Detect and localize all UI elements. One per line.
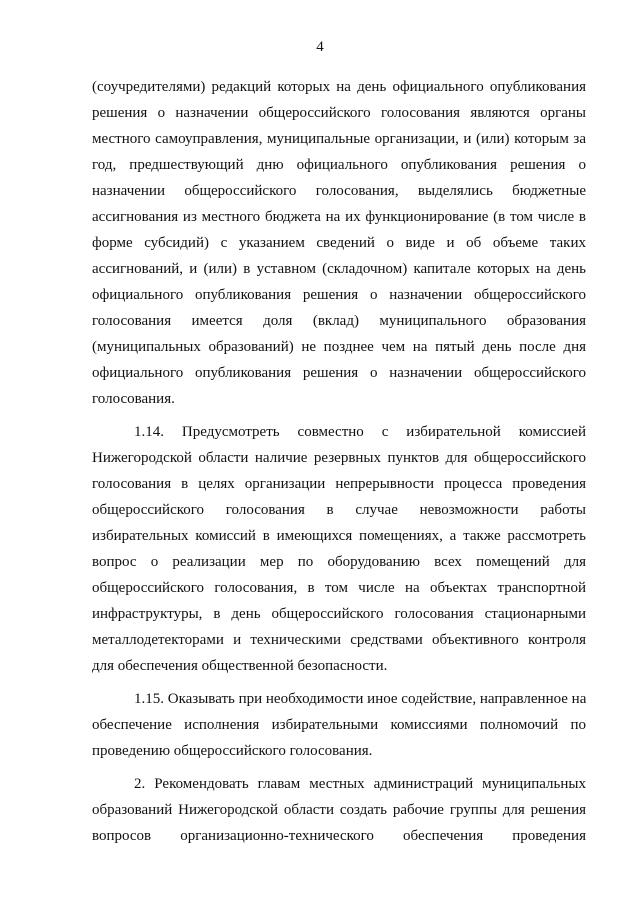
text-line: форме субсидий) с указанием сведений о виде и об объеме таких — [92, 235, 586, 251]
text-line: металлодетекторами и техническими средствами объективного контроля — [92, 632, 586, 648]
text-line: (муниципальных образований) не позднее чем на пятый день после дня — [92, 339, 586, 355]
text-line: ассигнований, и (или) в уставном (складочном) капитале которых на день — [92, 261, 586, 277]
text-line: ассигнования из местного бюджета на их функционирование (в том числе в — [92, 209, 586, 225]
text-line: 1.15. Оказывать при необходимости иное содействие, направленное на — [134, 691, 586, 707]
text-line: вопрос о реализации мер по оборудованию всех помещений для — [92, 554, 586, 570]
text-line: обеспечение исполнения избирательными комиссиями полномочий по — [92, 717, 586, 733]
text-line: вопросов организационно-технического обеспечения проведения — [92, 828, 586, 844]
paragraph — [92, 419, 586, 679]
text-line: инфраструктуры, в день общероссийского голосования стационарными — [92, 606, 586, 622]
text-line: официального опубликования решения о назначении общероссийского — [92, 365, 586, 381]
paragraph — [92, 771, 586, 849]
text-line: общероссийского голосования, в том числе на объектах транспортной — [92, 580, 586, 596]
text-line: (соучредителями) редакций которых на день официального опубликования — [92, 79, 586, 95]
paragraph — [92, 74, 586, 412]
text-line: назначении общероссийского голосования, выделялись бюджетные — [92, 183, 586, 199]
text-line: официального опубликования решения о назначении общероссийского — [92, 287, 586, 303]
text-line: 1.14. Предусмотреть совместно с избирательной комиссией — [134, 424, 586, 440]
text-line: для обеспечения общественной безопасности. — [92, 658, 388, 674]
text-line: местного самоуправления, муниципальные организации, и (или) которым за — [92, 131, 586, 147]
paragraph — [92, 686, 586, 764]
text-line: общероссийского голосования в случае невозможности работы — [92, 502, 586, 518]
text-line: решения о назначении общероссийского голосования являются органы — [92, 105, 586, 121]
text-line: голосования в целях организации непрерывности процесса проведения — [92, 476, 586, 492]
text-line: 2. Рекомендовать главам местных администраций муниципальных — [134, 776, 586, 792]
document-body — [92, 74, 586, 849]
text-line: год, предшествующий дню официального опубликования решения о — [92, 157, 586, 173]
text-line: избирательных комиссий в имеющихся помещениях, а также рассмотреть — [92, 528, 586, 544]
text-line: Нижегородской области наличие резервных пунктов для общероссийского — [92, 450, 586, 466]
page-number: 4 — [316, 39, 324, 55]
text-line: голосования имеется доля (вклад) муниципального образования — [92, 313, 586, 329]
text-line: голосования. — [92, 391, 175, 407]
text-line: проведению общероссийского голосования. — [92, 743, 373, 759]
text-line: образований Нижегородской области создать рабочие группы для решения — [92, 802, 586, 818]
